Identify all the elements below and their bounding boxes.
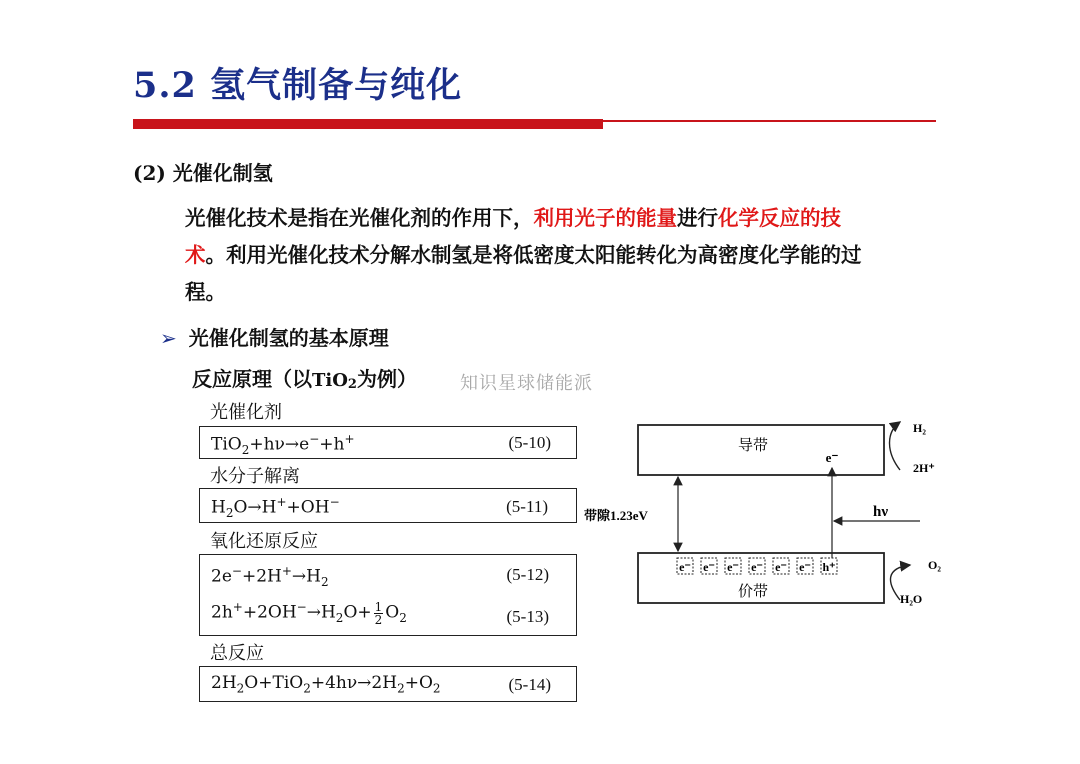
conduction-band-label: 导带 <box>737 438 769 454</box>
section-heading-text: 光催化制氢 <box>172 161 273 185</box>
para-highlight-2: 化学反应的技术 <box>185 206 841 267</box>
bullet-text: 光催化制氢的基本原理 <box>188 326 389 350</box>
o2-label: O₂ <box>928 558 941 572</box>
equation-box-5-14 <box>199 666 577 702</box>
valence-band-label: 价带 <box>737 584 769 600</box>
valence-electron: e⁻ <box>727 560 739 574</box>
h2-evolution-arrow <box>890 422 901 470</box>
label-redox: 氧化还原反应 <box>210 531 318 552</box>
valence-electron: e⁻ <box>679 560 691 574</box>
valence-electrons <box>677 558 837 574</box>
para-part-3: 进行 <box>677 206 718 230</box>
title-underline-thick <box>133 119 603 129</box>
photon-label: hν <box>873 504 889 520</box>
equation-box-5-12-5-13 <box>199 554 577 636</box>
para-part-1: 光催化技术是指在光催化剂的作用下， <box>185 206 534 230</box>
h2-label: H₂ <box>913 421 926 435</box>
principle-part-a: 反应原理（以 <box>192 367 312 391</box>
principle-part-b: 为例） <box>356 367 417 391</box>
equation-number: (5-14) <box>508 675 551 694</box>
equation-number: (5-11) <box>506 497 548 516</box>
valence-hole: h⁺ <box>822 560 836 574</box>
h2o-label: H₂O <box>900 592 923 606</box>
equation-5-12: $2e^-+2H^+\to H_2$ <box>211 564 329 590</box>
section-heading <box>133 157 273 186</box>
title-text: 氢气制备与纯化 <box>210 66 463 106</box>
intro-paragraph <box>185 200 875 311</box>
para-part-5: 。利用光催化技术分解水制氢是将低密度太阳能转化为高密度化学能的过程。 <box>185 243 862 304</box>
equation-number: (5-13) <box>506 607 549 626</box>
h-ions-label: 2H⁺ <box>913 461 935 475</box>
band-diagram <box>580 410 960 610</box>
bullet-item <box>160 322 389 351</box>
page-title <box>133 58 462 108</box>
equation-5-10: TiO$_2$+hν→e−+h+ <box>211 432 355 458</box>
title-underline-thin <box>603 120 936 122</box>
equation-box-5-10 <box>199 426 577 459</box>
excited-electron-label: e⁻ <box>825 450 839 465</box>
valence-electron: e⁻ <box>799 560 811 574</box>
valence-electron: e⁻ <box>703 560 715 574</box>
label-overall-reaction: 总反应 <box>210 643 264 664</box>
label-water-dissociation: 水分子解离 <box>210 466 300 487</box>
watermark: 知识星球储能派 <box>460 373 593 394</box>
equation-5-14: $2H_2O+TiO_2+4h\nu\to 2H_2+O_2$ <box>211 673 441 696</box>
equation-5-13: $2h^++2OH^-\to H_2O+$ $\frac{1}{2}$ $O_2$ <box>211 599 407 627</box>
equation-box-5-11 <box>199 488 577 523</box>
principle-chem: TiO <box>312 370 348 391</box>
principle-heading <box>192 363 417 392</box>
valence-electron: e⁻ <box>751 560 763 574</box>
equation-number: (5-12) <box>506 565 549 584</box>
equation-5-11: $H_2O\to H^++OH^-$ <box>211 495 340 521</box>
bullet-arrow-icon: ➢ <box>160 326 177 350</box>
equation-number: (5-10) <box>508 433 551 452</box>
band-gap-label: 带隙1.23eV <box>584 508 648 523</box>
principle-chem-sub: 2 <box>347 377 357 392</box>
para-highlight-1: 利用光子的能量 <box>533 206 677 230</box>
section-number: (2) <box>133 161 166 185</box>
title-number: 5.2 <box>133 65 197 106</box>
label-catalyst: 光催化剂 <box>210 402 282 423</box>
valence-electron: e⁻ <box>775 560 787 574</box>
